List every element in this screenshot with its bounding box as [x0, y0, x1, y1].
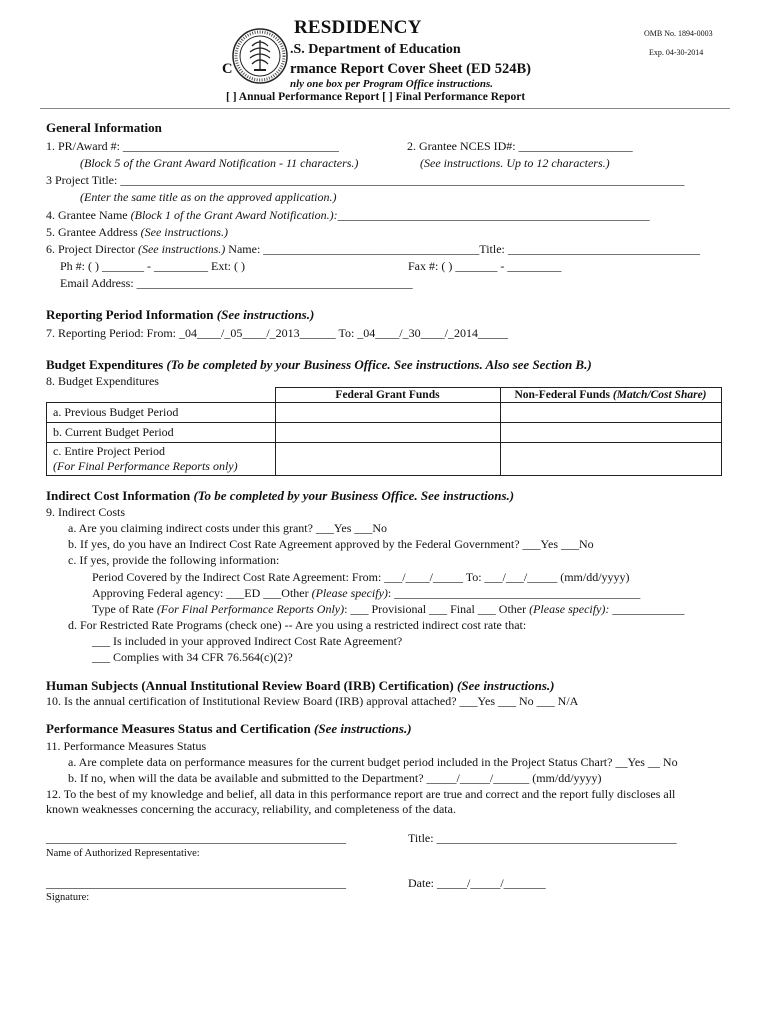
- complete-data-question[interactable]: a. Are complete data on performance measures for the current budget period included in the Project Status Chart? __Yes __ No: [68, 755, 678, 769]
- title-field[interactable]: Title: ________________________________________: [408, 831, 677, 845]
- nces-id-field[interactable]: 2. Grantee NCES ID#: ___________________: [407, 139, 633, 153]
- expiration-date: Exp. 04-30-2014: [649, 48, 704, 57]
- certification-text: 12. To the best of my knowledge and belief, all data in this performance report are true and correct and the report fully discloses all: [46, 787, 676, 801]
- omb-number: OMB No. 1894-0003: [644, 29, 713, 38]
- irb-question[interactable]: 10. Is the annual certification of Institutional Review Board (IRB) approval attached? ___Yes ___ No ___ N/A: [46, 694, 579, 708]
- entire-nonfederal-cell[interactable]: [500, 443, 721, 476]
- cover-sheet-left-fragment: C: [222, 61, 233, 77]
- human-subjects-heading: Human Subjects (Annual Institutional Review Board (IRB) Certification) (See instructions.): [46, 678, 555, 693]
- reporting-period-field[interactable]: 7. Reporting Period: From: _04____/_05____/_2013______ To: _04____/_30____/_2014_____: [46, 326, 508, 340]
- reporting-period-heading: Reporting Period Information (See instructions.): [46, 307, 315, 322]
- email-field[interactable]: Email Address: ______________________________________________: [60, 276, 413, 290]
- table-row: [47, 403, 722, 423]
- indirect-cost-heading: Indirect Cost Information (To be completed by your Business Office. See instructions.): [46, 488, 515, 503]
- department-name: .S. Department of Education: [290, 42, 461, 57]
- nces-id-hint: (See instructions. Up to 12 characters.): [420, 156, 610, 170]
- type-of-rate-field[interactable]: Type of Rate (For Final Performance Reports Only): ___ Provisional ___ Final ___ Other (Please specify): ____________: [92, 602, 685, 616]
- federal-funds-header: Federal Grant Funds: [275, 388, 500, 403]
- provide-info-label: c. If yes, provide the following information:: [68, 553, 280, 567]
- project-title-field[interactable]: 3 Project Title: ______________________________________________________________________________________________: [46, 173, 685, 187]
- certification-text-cont: known weaknesses concerning the accuracy, reliability, and completeness of the data.: [46, 802, 456, 816]
- report-type-checkboxes[interactable]: [ ] Annual Performance Report [ ] Final Performance Report: [226, 91, 526, 103]
- budget-label: 8. Budget Expenditures: [46, 374, 159, 388]
- previous-budget-label: a. Previous Budget Period: [47, 403, 276, 423]
- department-seal-icon: [232, 28, 288, 84]
- entire-project-label: c. Entire Project Period (For Final Performance Reports only): [47, 443, 276, 476]
- pr-award-field[interactable]: 1. PR/Award #: ____________________________________: [46, 139, 339, 153]
- fax-field[interactable]: Fax #: ( ) _______ - _________: [408, 259, 562, 273]
- project-director-field[interactable]: 6. Project Director (See instructions.) Name: ____________________________________Title: ________________________________: [46, 242, 700, 256]
- data-available-field[interactable]: b. If no, when will the data be available and submitted to the Department? _____/_____/______ (mm/dd/yyyy): [68, 771, 602, 785]
- signature-line[interactable]: __________________________________________________: [46, 876, 346, 890]
- representative-name-line[interactable]: __________________________________________________: [46, 831, 346, 845]
- general-info-heading: General Information: [46, 120, 162, 135]
- table-row: [47, 443, 722, 476]
- previous-nonfederal-cell[interactable]: [500, 403, 721, 423]
- table-corner: [47, 388, 276, 403]
- grantee-name-field[interactable]: 4. Grantee Name (Block 1 of the Grant Award Notification.):____________________________________________________: [46, 208, 650, 222]
- complies-cfr-option[interactable]: ___ Complies with 34 CFR 76.564(c)(2)?: [92, 650, 293, 664]
- signature-label: Signature:: [46, 892, 90, 903]
- current-budget-label: b. Current Budget Period: [47, 423, 276, 443]
- cover-sheet-title: rmance Report Cover Sheet (ED 524B): [290, 61, 531, 77]
- pr-award-hint: (Block 5 of the Grant Award Notification - 11 characters.): [80, 156, 359, 170]
- form-title: RESDIDENCY: [294, 17, 422, 38]
- phone-field[interactable]: Ph #: ( ) _______ - _________ Ext: ( ): [60, 259, 245, 273]
- performance-status-label: 11. Performance Measures Status: [46, 739, 207, 753]
- check-note: nly one box per Program Office instructions.: [290, 78, 494, 90]
- current-nonfederal-cell[interactable]: [500, 423, 721, 443]
- date-field[interactable]: Date: _____/_____/_______: [408, 876, 546, 890]
- indirect-costs-label: 9. Indirect Costs: [46, 505, 125, 519]
- grantee-address-field[interactable]: 5. Grantee Address (See instructions.): [46, 225, 228, 239]
- representative-name-label: Name of Authorized Representative:: [46, 848, 200, 859]
- header-divider: [40, 108, 730, 109]
- included-in-agreement-option[interactable]: ___ Is included in your approved Indirect Cost Rate Agreement?: [92, 634, 403, 648]
- table-row: [47, 423, 722, 443]
- budget-heading: Budget Expenditures (To be completed by your Business Office. See instructions. Also see Section B.): [46, 357, 592, 372]
- rate-agreement-question[interactable]: b. If yes, do you have an Indirect Cost Rate Agreement approved by the Federal Government? ___Yes ___No: [68, 537, 594, 551]
- current-federal-cell[interactable]: [275, 423, 500, 443]
- entire-federal-cell[interactable]: [275, 443, 500, 476]
- non-federal-funds-header: Non-Federal Funds (Match/Cost Share): [500, 388, 721, 403]
- previous-federal-cell[interactable]: [275, 403, 500, 423]
- approving-agency-field[interactable]: Approving Federal agency: ___ED ___Other (Please specify): _________________________________________: [92, 586, 641, 600]
- performance-heading: Performance Measures Status and Certification (See instructions.): [46, 721, 412, 736]
- period-covered-field[interactable]: Period Covered by the Indirect Cost Rate Agreement: From: ___/____/_____ To: ___/___/_____ (mm/dd/yyyy): [92, 570, 630, 584]
- restricted-rate-question: d. For Restricted Rate Programs (check one) -- Are you using a restricted indirect cost rate that:: [68, 618, 527, 632]
- claiming-indirect-question[interactable]: a. Are you claiming indirect costs under this grant? ___Yes ___No: [68, 521, 388, 535]
- budget-table: [46, 387, 722, 476]
- project-title-hint: (Enter the same title as on the approved application.): [80, 190, 337, 204]
